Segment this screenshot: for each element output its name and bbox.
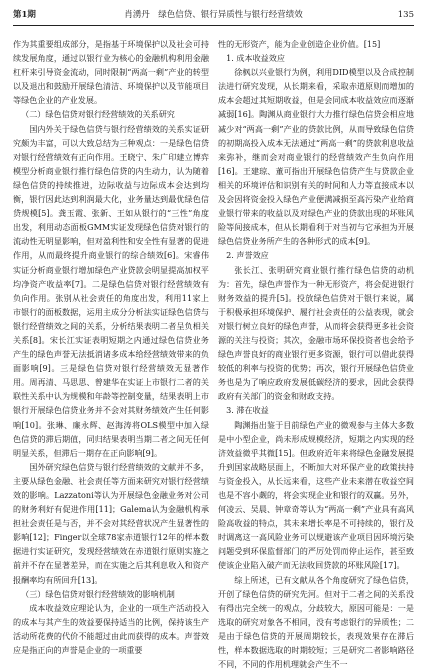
section-heading: （三）绿色信贷对银行经营绩效的影响机制 [21,588,175,599]
paragraph: 徐枫以兴业银行为例，利用DID模型以及合成控制法进行研究发现，从长期来看，采取赤道原则而增加的成本会超过其短期收益，但是会同成本收益效应而逐渐减弱[16]。陶渊从商业银行大力推行绿色信贷会相应地减少对“两高一剩”产业的贷款比例，从而导致绿色信贷的初期高投入成本无法通过“两高一剩”的贷款利息收益来弥补，继而会对商业银行的经营绩效产生负向作用[16]。王建琼、董可指出开展绿色信贷产生与贷款企业相关的环境评估和识别有关的时间和人力等直接成本以及会因将资金投入绿色产业便满减损至高污染产业给商业银行带来的收益以及对绿色产业的贷款出现的坏账风险等间接成本，但从长期看利于对当初与它承担为开展绿色信贷业务所产生的各种形式的成本[9]。 [218,67,414,247]
paragraph: 陶渊指出鉴于目前绿色产业的微观参与主体大多数是中小型企业，尚未形成规模经济，短期之内实现的经济效益微乎其微[15]。但政府近年来将绿色金融发展提升到国家战略层面上，不断加大对环保产业的政策扶持与资金投入，从长远来看，这些产业未来潜在收益空间也是不容小觑的，将会实现企业和银行的双赢。另外，何凌云、吴晨、钟章奇等认为“两高一剩”产业具有高风险高收益的特点，其未来增长率是不可持续的，银行及时调离这一高风险业务可以规避该产业项目因环境污染问题受到环保监督部门的严厉处罚而停止运作，甚至致使该企业陷入破产而无法收回贷款的坏账风险[17]。 [218,419,414,571]
paragraph: 综上所述，已有文献从各个角度研究了绿色信贷，开创了绿色信贷的研究先河。但对于二者之间的关系没有得出完全统一的观点，分歧较大，原因可能是：一是选取的研究对象各不相同，没有考虑银行的异质性；二是由于绿色信贷的开展周期较长，表现效果存在滞后性，样本数据选取的时期较短；三是研究二者影响路径不同，不同的作用机理就会产生不一 [218,574,414,670]
header-rule [13,25,414,26]
paragraph: 作为其重要组成部分，是指基于环境保护以及社会可持续发展角度，通过以银行业为核心的金融机构利用金融杠杆来引导资金流动，同时限制“两高一剩”产业的转型以及退出和鼓励开展绿色清洁、环境保护以及节能项目等绿色企业的产业发展。 [13,39,209,106]
running-title: 肖湧丹 绿色信贷、银行异质性与银行经营绩效 [124,10,303,20]
right-column [218,37,414,670]
subsection-heading: 3. 滞在收益 [226,405,269,416]
left-column [13,37,209,656]
page-header [13,7,414,23]
paragraph: 性的无形资产，能为企业创造企业价值。[15] [218,39,381,49]
section-heading: （二）绿色信贷对银行经营绩效的关系研究 [21,109,175,120]
paragraph: 国外研究绿色信贷与银行经营绩效的文献并不多，主要从绿色金融、社会责任等方面来研究对银行经营绩效的影响。Lazzatoni等认为开展绿色金融业务对公司的财务利好有促进作用[11]；Galema认为金融机构承担社会责任是与否，并不会对其经营状况产生显著性的影响[12]；Finger以全球78家赤道银行12年的样本数据进行实证研究，发现经营绩效在赤道银行原则实施之前并不存在显著差异，而在实施之后其利息收入和资产报酬率均有所回升[13]。 [13,461,209,585]
paragraph: 国内外关于绿色信贷与银行经营绩效的关系实证研究颇为丰富，可以大致总结为三种观点：一是绿色信贷对银行经营绩效有正向作用。王晓宁、朱广印建立博弈模型分析商业银行推行绿色信贷的内生动力，认为随着绿色信贷的持续推进，边际收益与边际成本会达到均衡，银行因此达到利润最大化，业务量达到最优绿色信贷规模[5]。龚玉霞、张新、王如从银行的“三性”角度出发，利用动态面板GMM实证发现绿色信贷对银行的流动性无明显影响，但对盈利性和安全性有显著的促进作用，从而最终提升商业银行的综合绩效[6]。宋睿伟实证分析商业银行增加绿色产业贷款会明显提高加权平均净资产收益率[7]。二是绿色信贷对银行经营绩效有负向作用。张别从社会责任的角度出发，利用11家上市银行的面板数据，运用主成分分析法实证绿色信贷与银行经营绩效之间的关系，分析结果表明二者呈负相关关系[8]。宋长江实证表明短期之内通过绿色信贷业务产生的绿色声誉无法抵消诸多成本给经营绩效带来的负面影响[9]。三是绿色信贷对银行经营绩效无显著作用。周再清、马思思、曾建华在实证上市银行二者的关联性关系中认为规模和年龄等控制变量，结果表明上市银行开展绿色信贷业务并不会对其财务绩效产生任何影响[10]。张琳、廉永辉、赵海涛将OLS模型中加入绿色信贷的滞后期值，同归结果表明当期二者之间无任何明显关系，但滞后一期存在正向影响[9]。 [13,123,209,458]
subsection-heading: 1. 成本收益效应 [226,53,285,64]
page-number: 135 [397,10,414,20]
subsection-heading: 2. 声誉效应 [226,250,269,261]
issue-label: 第1期 [13,10,36,20]
paragraph: 成本收益效应理论认为，企业的一项生产活动投入的成本与其产生的效益要保持适当的比例，保持该生产活动所花费的代价不能超过由此而获得的成本。声誉效应是指正向的声誉是企业的一项重要 [13,602,209,656]
paragraph: 张长江、张明研究商业银行推行绿色信贷的动机为：首先，绿色声誉作为一种无形资产，将会促进银行财务效益的提升[5]。投放绿色信贷对于银行来说，属于积极承担环境保护、履行社会责任的公益表现，就会对银行树立良好的绿色声誉，从而将会获得更多社会资源的关注与投资；其次，金融市场环保投资者也会给予绿色声誉良好的商业银行更多资源，银行可以借此获得较低的利率与投资的优势；再次，银行开展绿色信贷业务也是为了响应政府发展低碳经济的要求，因此会获得政府有关部门的资金和财政支持。 [218,264,414,402]
